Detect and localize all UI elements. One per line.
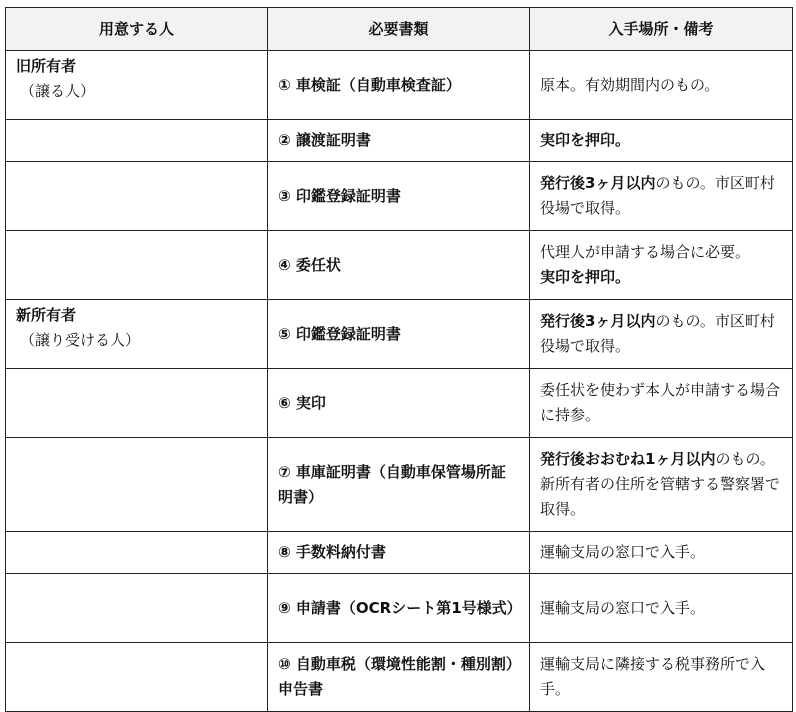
preparer-cell xyxy=(6,438,268,532)
table-row xyxy=(6,369,793,438)
note-emphasis: 発行後おおむね1ヶ月以内 xyxy=(540,450,716,468)
document-name: ⑩ 自動車税（環境性能割・種別割）申告書 xyxy=(268,643,530,712)
note-cell xyxy=(530,438,793,532)
document-name: ⑤ 印鑑登録証明書 xyxy=(268,300,530,369)
note-text: のもの。新所有者の住所を管轄する警察署で取得。 xyxy=(540,450,781,518)
note-emphasis: 実印を押印。 xyxy=(540,131,631,149)
note-cell xyxy=(530,574,793,643)
header-preparer: 用意する人 xyxy=(6,8,268,51)
note-cell xyxy=(530,120,793,162)
preparer-cell xyxy=(6,162,268,231)
note-cell xyxy=(530,643,793,712)
document-name: ④ 委任状 xyxy=(268,231,530,300)
preparer-cell xyxy=(6,120,268,162)
note-emphasis: 発行後3ヶ月以内 xyxy=(540,312,656,330)
header-documents: 必要書類 xyxy=(268,8,530,51)
note-text: 運輸支局に隣接する税事務所で入手。 xyxy=(540,655,766,698)
note-text: 原本。有効期間内のもの。 xyxy=(540,75,720,94)
note-text: 代理人が申請する場合に必要。 xyxy=(540,243,751,261)
header-row xyxy=(6,8,793,51)
note-text: のもの。市区町村役場で取得。 xyxy=(540,174,775,217)
preparer-cell xyxy=(6,643,268,712)
note-cell xyxy=(530,300,793,369)
preparer-cell xyxy=(6,51,268,120)
table-row xyxy=(6,120,793,162)
document-name: ③ 印鑑登録証明書 xyxy=(268,162,530,231)
table-row xyxy=(6,300,793,369)
note-text: 運輸支局の窓口で入手。 xyxy=(540,598,706,617)
document-name: ⑥ 実印 xyxy=(268,369,530,438)
preparer-role: （譲り受ける人） xyxy=(20,331,141,349)
table-row xyxy=(6,438,793,532)
preparer-cell xyxy=(6,369,268,438)
preparer-role: （譲る人） xyxy=(20,82,96,100)
note-emphasis: 実印を押印。 xyxy=(540,268,631,286)
document-name: ⑨ 申請書（OCRシート第1号様式） xyxy=(268,574,530,643)
note-emphasis: 発行後3ヶ月以内 xyxy=(540,174,656,192)
table-row xyxy=(6,162,793,231)
table-row xyxy=(6,643,793,712)
preparer-name: 旧所有者 xyxy=(16,57,77,75)
preparer-cell xyxy=(6,574,268,643)
header-notes: 入手場所・備考 xyxy=(530,8,793,51)
required-documents-table xyxy=(5,7,793,712)
document-name: ⑧ 手数料納付書 xyxy=(268,532,530,574)
note-cell xyxy=(530,532,793,574)
note-cell xyxy=(530,162,793,231)
preparer-cell xyxy=(6,532,268,574)
preparer-cell xyxy=(6,231,268,300)
note-text: 運輸支局の窓口で入手。 xyxy=(540,543,706,561)
preparer-name: 新所有者 xyxy=(16,306,77,324)
table-row xyxy=(6,231,793,300)
table-row xyxy=(6,532,793,574)
note-cell xyxy=(530,369,793,438)
preparer-cell xyxy=(6,300,268,369)
document-name: ① 車検証（自動車検査証） xyxy=(268,51,530,120)
note-text: 委任状を使わず本人が申請する場合に持参。 xyxy=(540,381,781,424)
note-text: のもの。市区町村役場で取得。 xyxy=(540,312,775,355)
note-cell xyxy=(530,51,793,120)
table-row xyxy=(6,574,793,643)
document-name: ② 譲渡証明書 xyxy=(268,120,530,162)
document-name: ⑦ 車庫証明書（自動車保管場所証明書） xyxy=(268,438,530,532)
table-row xyxy=(6,51,793,120)
note-cell xyxy=(530,231,793,300)
